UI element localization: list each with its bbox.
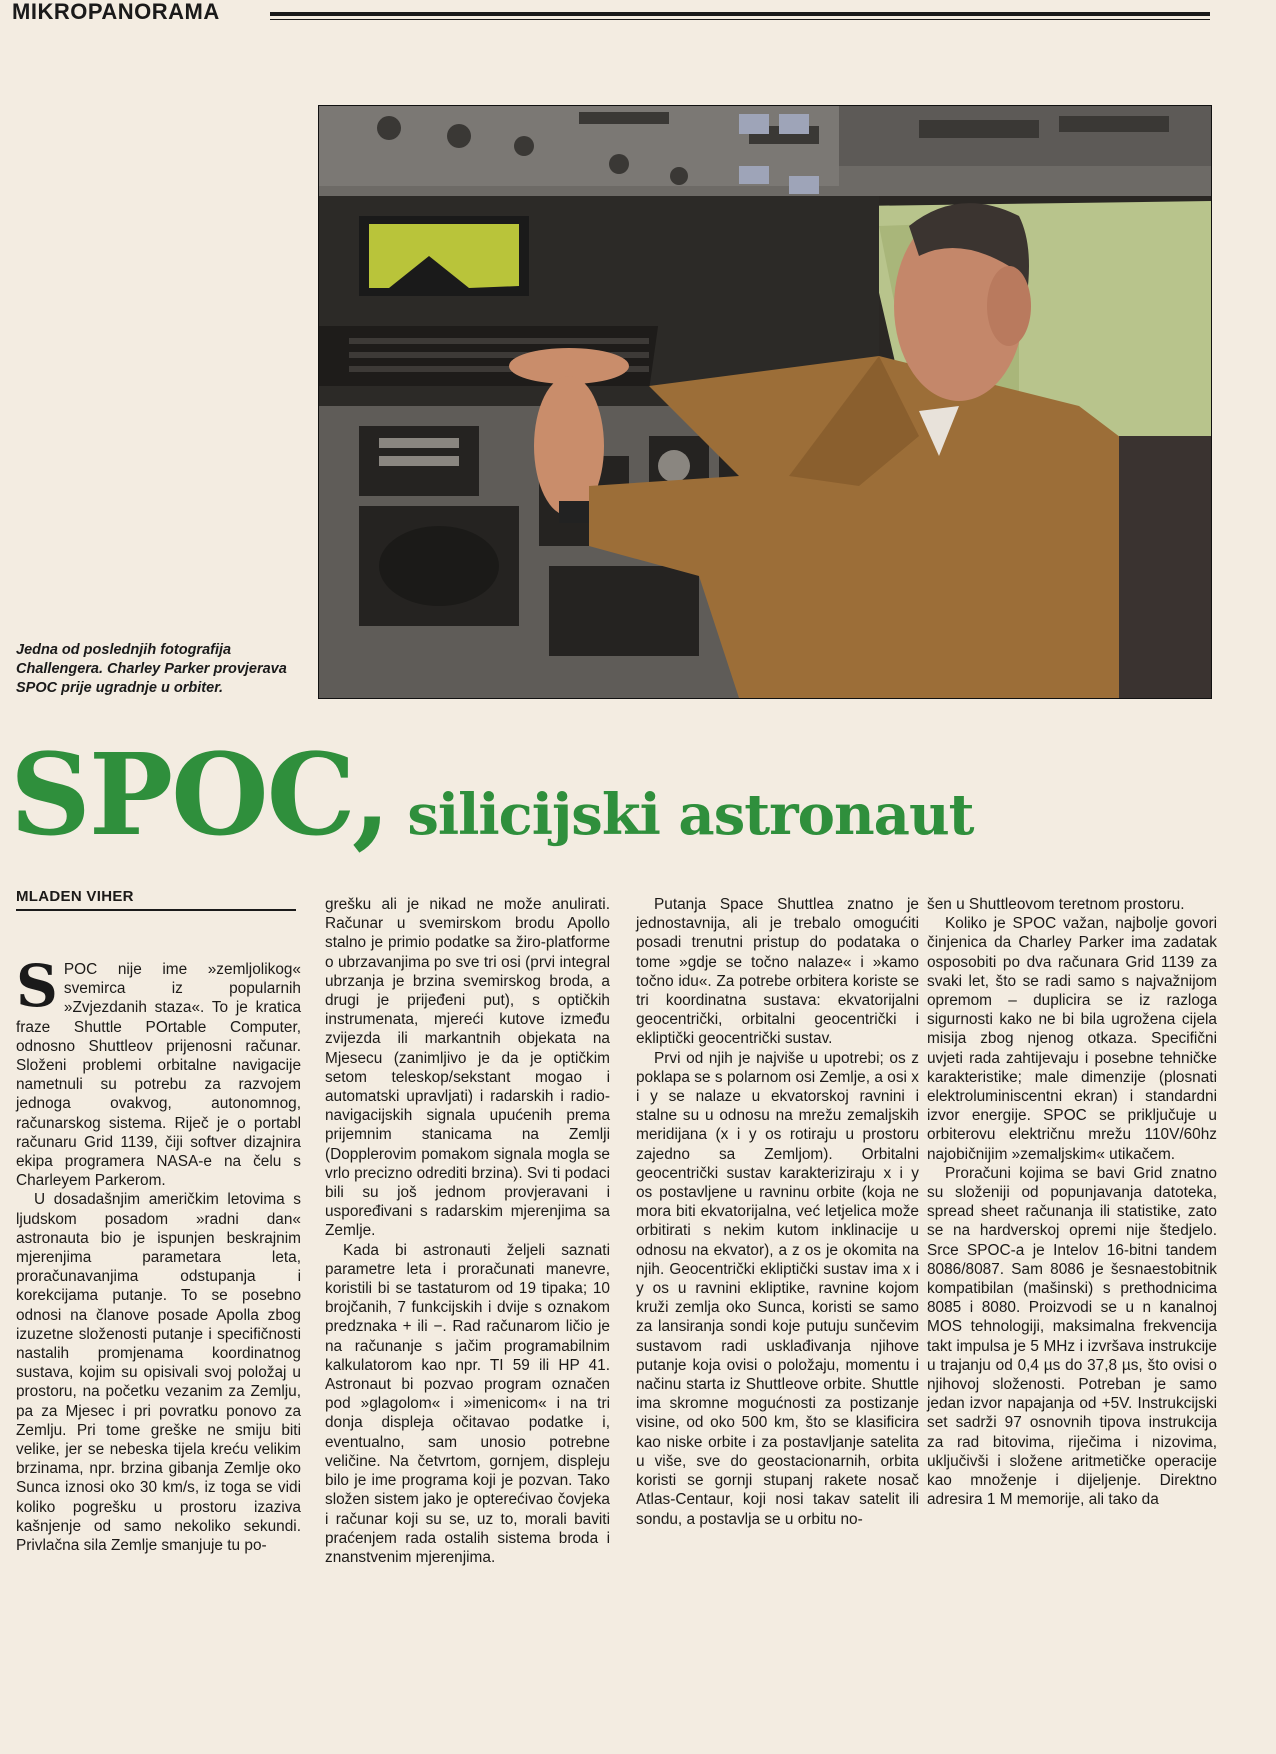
article-column-1 xyxy=(16,952,301,1555)
paragraph xyxy=(16,952,301,1190)
section-label: MIKROPANORAMA xyxy=(12,0,220,24)
paragraph: Proračuni kojima se bavi Grid znatno su složeniji od popunjavanja datoteka, spread sheet računanja ili statistike, zato se na hardverskoj opremi nije štedjelo. Srce SPOC-a je Intelov 16-bitni tandem 8086/8087. Sam 8086 je šesnaestobitnik kompatibilan (mašinski) s prethodnicima 8085 i 8080. Proizvodi se u n kanalnoj MOS tehnologiji, maksimalna frekvencija takt impulsa je 5 MHz i izvršava instrukcije u trajanju od 0,4 µs do 37,8 µs, što ovisi o njihovoj složenosti. Potreban je samo jedan izvor napajanja od +5V. Instrukcijski set sadrži 97 osnovnih tipova instrukcija za rad bitovima, riječima i nizovima, uključivši i složene aritmetičke operacije kao množenje i dijeljenje. Direktno adresira 1 M memorije, ali tako da xyxy=(927,1164,1217,1509)
article-column-2 xyxy=(325,895,610,1567)
photo-caption: Jedna od poslednjih fotografija Challengera. Charley Parker provjerava SPOC prije ugradnje u orbiter. xyxy=(16,642,287,696)
author-byline: MLADEN VIHER xyxy=(16,888,296,911)
article-headline xyxy=(10,730,1250,860)
paragraph: Prvi od njih je najviše u upotrebi; os z poklapa se s polarnom osi Zemlje, a osi x i y se nalaze u ekvatorskoj ravnini i stalne su u odnosu na mrežu zemaljskih meridijana (x i y os rotiraju u prostoru zajedno sa Zemljom). Orbitalni geocentrički sustav karakteriziraju x i y os postavljene u ravninu orbite (koja ne mora biti ekvatorijalna, već letjelica može orbitirati s nekim kutom inklinacije u odnosu na ekvator), a z os je okomita na njih. Geocentrički ekliptički sustav ima x i y os u ravnini ekliptike, ravnine kojom kruži zemlja oko Sunca, koristi se samo za lansiranja sondi koje putuju sunčevim sustavom radi usklađivanja njihove putanje koja ovisi o položaju, momentu i načinu starta iz Shuttleove orbite. Shuttle ima skromne mogućnosti za postizanje visine, od oko 500 km, što se klasificira kao niske orbite i za postavljanje satelita u više, sve do geostacionarnih, orbita koristi se gornji stupanj rakete nosač Atlas-Centaur, koji nosi takav satelit ili sondu, a postavlja se u orbitu no- xyxy=(636,1049,919,1528)
paragraph-text: POC nije ime »zemljolikog« svemirca iz popularnih »Zvjezdanih staza«. To je kratica fraze Shuttle POrtable Computer, odnosno Shuttleov prijenosni računar. Složeni problemi orbitalne navigacije nametnuli su potrebu za razvojem jednoga ovakvog, autonomnog, računarskog sistema. Riječ je o portabl računaru Grid 1139, čiji softver dizajnira ekipa programera NASA-e na čelu s Charleyem Parkerom. xyxy=(16,961,301,1190)
headline-main: SPOC, xyxy=(10,730,389,861)
article-column-4 xyxy=(927,895,1217,1510)
paragraph: šen u Shuttleovom teretnom prostoru. xyxy=(927,896,1185,913)
paragraph: Koliko je SPOC važan, najbolje govori činjenica da Charley Parker ima zadatak osposobiti po dva računara Grid 1139 za svaki let, što se radi samo s najvažnijom opremom – duplicira se iz razloga sigurnosti kako ne bi bila ugrožena cijela misija zbog njenog otkaza. Specifični uvjeti rada zahtijevaju i posebne tehničke karakteristike; male dimenzije (plosnati elektroluminiscentni ekran) i standardni izvor energije. SPOC se priključuje u orbiterovu električnu mrežu 110V/60hz najobičnijim »zemaljskim« utikačem. xyxy=(927,915,1217,1163)
drop-cap: S xyxy=(16,952,58,1020)
header-rule-thin xyxy=(270,19,1210,20)
paragraph: Kada bi astronauti željeli saznati parametre leta i proračunati manevre, koristili bi se tastaturom od 19 tipaka; 10 brojčanih, 7 funkcijskih i dvije s oznakom predznaka + ili −. Rad računarom ličio je na računanje s jačim programabilnim kalkulatorom kao npr. TI 59 ili HP 41. Astronaut bi pozvao program označen pod »glagolom« i »imenicom« i na tri donja displeja očitavao podatke i, eventualno, sam unosio potrebne veličine. Na četvrtom, gornjem, displeju bilo je ime programa koji je pozvan. Tako složen sistem jako je opterećivao čovjeka i računar koji su se, uz to, morali baviti praćenjem rada ostalih sistema broda i znanstvenim mjerenjima. xyxy=(325,1241,610,1566)
paragraph: Putanja Space Shuttlea znatno je jednostavnija, ali je trebalo omogućiti posadi trenutni pristup do podataka o tome »gdje se točno nalaze« i »kamo točno idu«. Za potrebe orbitera koriste se tri koordinatna sustava: ekvatorijalni geocentrički, orbitalni geocentrički i ekliptički geocentrički sustav. xyxy=(636,896,919,1048)
header-rule xyxy=(270,12,1210,16)
photo-astronaut-console xyxy=(318,105,1212,699)
headline-sub: silicijski astronaut xyxy=(388,782,974,848)
photo-illustration xyxy=(319,106,1211,698)
paragraph: grešku ali je nikad ne može anulirati. Računar u svemirskom brodu Apollo stalno je primio podatke sa žiro-platforme o ubrzavanjima po sve tri osi (prvi integral ubrzanja je brzina svemirskog broda, a drugi je prijeđeni put), s optičkih instrumenata, mjereći kutove između zvijezda ili markantnih objekata na Mjesecu (zanimljivo je da je optičkim setom teleskop/sekstant mogao i automatski upravljati) i radarskih i radio-navigacijskih signala upućenih prema prijemnim stanicama na Zemlji (Dopplerovim pomakom signala mogla se vrlo precizno odrediti brzina). Svi ti podaci bili su još jednom provjeravani i uspoređivani s radarskim mjerenjima sa Zemlje. xyxy=(325,896,610,1240)
article-column-3 xyxy=(636,895,919,1529)
paragraph: U dosadašnjim američkim letovima s ljudskom posadom »radni dan« astronauta bio je ispunjen beskrajnim mjerenjima parametara leta, proračunavanjima odstupanja i korekcijama putanje. To se posebno odnosi na članove posade Apolla zbog izuzetne složenosti putanje i specifičnosti nastalih promjenama koordinatnog sustava, kojim su opisivali svoj položaj u prostoru, na početku vezanim za Zemlju, pa za Mjesec i pri povratku ponovo za Zemlju. Pri tome greške ne smiju biti velike, jer se nebeska tijela kreću velikim brzinama, npr. brzina gibanja Zemlje oko Sunca iznosi oko 30 km/s, iz toga se vidi koliko pogrešku u prostoru izaziva kašnjenje od samo nekoliko sekundi. Privlačna sila Zemlje smanjuje tu po- xyxy=(16,1191,301,1555)
